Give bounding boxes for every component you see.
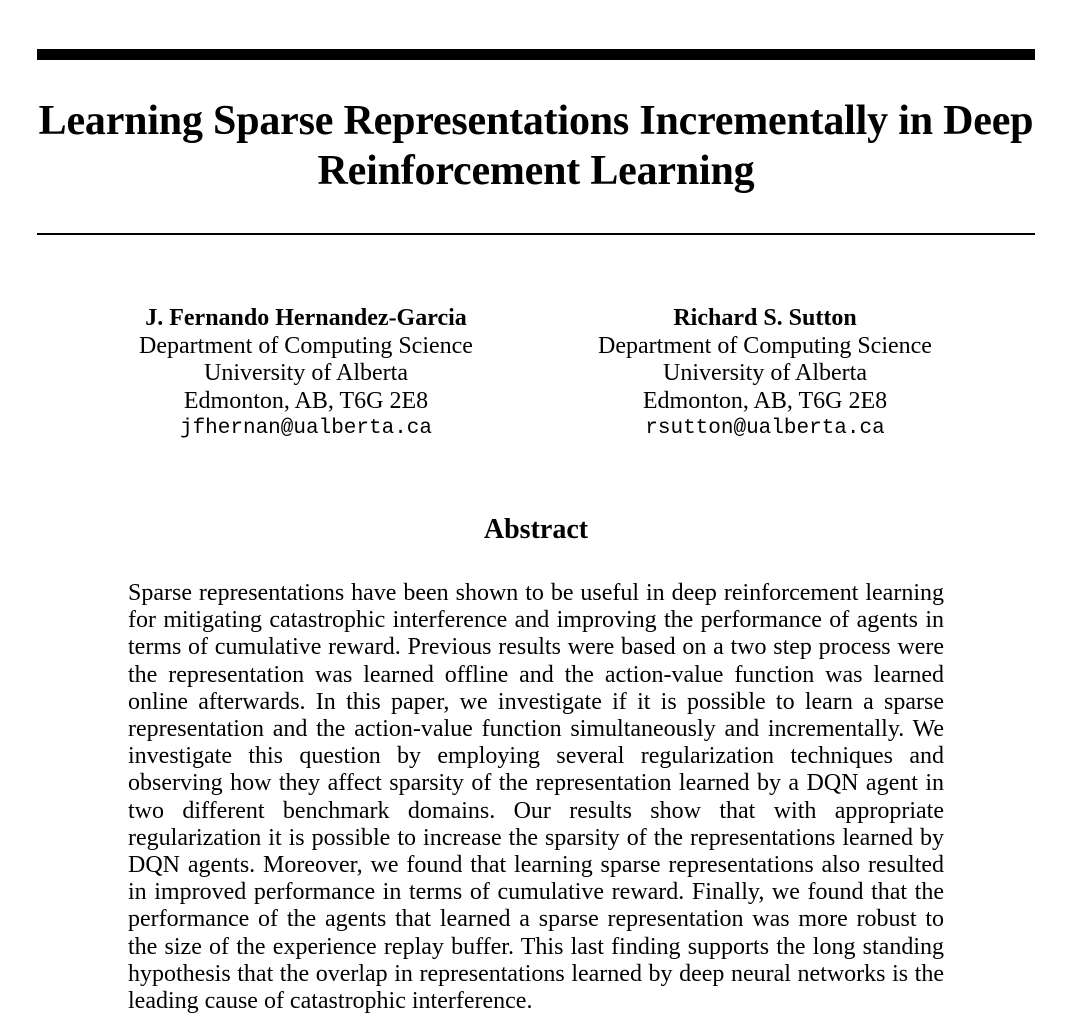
- author-university: University of Alberta: [204, 360, 408, 386]
- author-email: jfhernan@ualberta.ca: [179, 417, 433, 440]
- author-university: University of Alberta: [663, 360, 867, 386]
- author-address: Edmonton, AB, T6G 2E8: [642, 387, 888, 414]
- author-name: Richard S. Sutton: [673, 305, 857, 331]
- title-bottom-rule: [37, 233, 1035, 235]
- abstract-text: Sparse representations have been shown to be useful in deep reinforcement learning for mitigating catastrophic interference and improving the performance of agents in terms of cumulative reward. Previous results were based on a two step process were the representation was learned offline and the action-value function was learned online afterwards. In this paper, we investigate if it is possible to learn a sparse representation and the action-value function simultaneously and incrementally. We investigate this question by employing several regularization techniques and observing how they affect sparsity of the representation learned by a DQN agent in two different benchmark domains. Our results show that with appropriate regularization it is possible to increase the sparsity of the representations learned by DQN agents. Moreover, we found that learning sparse representations also resulted in improved performance in terms of cumulative reward. Finally, we found that the performance of the agents that learned a sparse representation was more robust to the size of the experience replay buffer. This last finding supports the long standing hypothesis that the overlap in representations learned by deep neural networks is the leading cause of catastrophic interference.: [128, 580, 944, 1015]
- author-department: Department of Computing Science: [598, 332, 932, 359]
- paper-title: Learning Sparse Representations Incrementally in Deep Reinforcement Learning: [38, 98, 1034, 194]
- author-department: Department of Computing Science: [139, 332, 473, 359]
- abstract-heading: Abstract: [483, 514, 589, 545]
- author-name: J. Fernando Hernandez-Garcia: [145, 305, 467, 331]
- author-block: [96, 305, 516, 443]
- author-block: [555, 305, 975, 443]
- author-address: Edmonton, AB, T6G 2E8: [183, 387, 429, 414]
- author-email: rsutton@ualberta.ca: [645, 417, 885, 440]
- title-top-rule: [37, 49, 1035, 60]
